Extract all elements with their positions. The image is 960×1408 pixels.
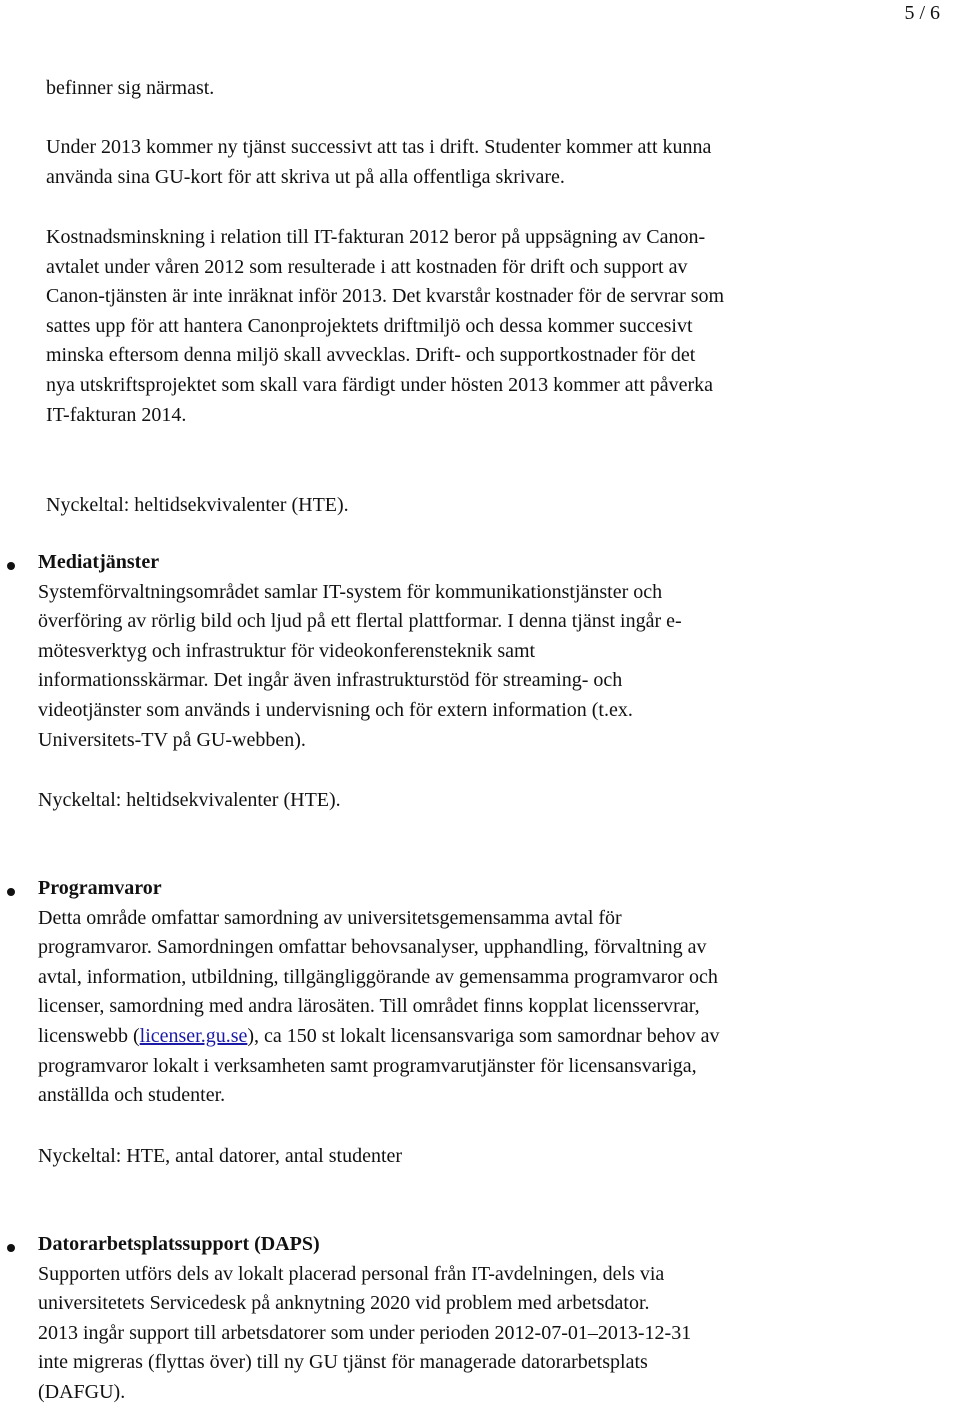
text-line: Canon-tjänsten är inte inräknat inför 2013. Det kvarstår kostnader för de servrar som xyxy=(46,285,725,308)
intro-paragraph-2 xyxy=(46,133,711,192)
section-daps xyxy=(38,1230,691,1408)
text-line: anställda och studenter. xyxy=(38,1084,226,1107)
text-line: minska eftersom denna miljö skall avvecklas. Drift- och supportkostnader för det xyxy=(46,344,696,367)
text-line: (DAFGU). xyxy=(38,1380,126,1403)
mediatjanster-kpi xyxy=(38,786,341,816)
intro-paragraph-1 xyxy=(46,74,214,104)
text-line: 2013 ingår support till arbetsdatorer som under perioden 2012-07-01–2013-12-31 xyxy=(38,1321,692,1344)
text-line: programvaror lokalt i verksamheten samt programvarutjänster för licensansvariga, xyxy=(38,1054,697,1077)
programvaror-kpi xyxy=(38,1142,402,1172)
kpi-line: Nyckeltal: heltidsekvivalenter (HTE). xyxy=(38,789,341,811)
section-heading: Mediatjänster xyxy=(38,551,160,573)
section-mediatjanster xyxy=(38,548,682,755)
intro-kpi xyxy=(46,491,349,521)
intro-paragraph-3 xyxy=(46,223,724,430)
text-line: Kostnadsminskning i relation till IT-fakturan 2012 beror på uppsägning av Canon- xyxy=(46,226,706,248)
text-fragment: ), ca 150 st lokalt licensansvariga som samordnar behov av xyxy=(247,1024,720,1047)
text-line: nya utskriftsprojektet som skall vara färdigt under hösten 2013 kommer att påverka xyxy=(46,373,714,396)
text-line: mötesverktyg och infrastruktur för videokonferensteknik samt xyxy=(38,639,536,662)
text-line: programvaror. Samordningen omfattar behovsanalyser, upphandling, förvaltning av xyxy=(38,936,707,959)
kpi-line: Nyckeltal: heltidsekvivalenter (HTE). xyxy=(46,494,349,516)
section-heading: Datorarbetsplatssupport (DAPS) xyxy=(38,1233,320,1255)
kpi-line: Nyckeltal: HTE, antal datorer, antal studenter xyxy=(38,1145,403,1167)
text-line: Systemförvaltningsområdet samlar IT-system för kommunikationstjänster och xyxy=(38,580,663,603)
text-line: använda sina GU-kort för att skriva ut på alla offentliga skrivare. xyxy=(46,165,565,188)
text-line: IT-fakturan 2014. xyxy=(46,403,187,426)
licenser-link[interactable]: licenser.gu.se xyxy=(139,1024,248,1047)
text-line: licenser, samordning med andra lärosäten. Till området finns kopplat licensservrar, xyxy=(38,995,700,1018)
text-fragment: licenswebb ( xyxy=(38,1024,140,1047)
text-line: överföring av rörlig bild och ljud på ett flertal plattformar. I denna tjänst ingår e- xyxy=(38,610,682,633)
bullet-daps xyxy=(7,1244,15,1252)
bullet-mediatjanster xyxy=(7,562,15,570)
text-line: Supporten utförs dels av lokalt placerad personal från IT-avdelningen, dels via xyxy=(38,1262,665,1285)
text-line: Under 2013 kommer ny tjänst successivt att tas i drift. Studenter kommer att kunna xyxy=(46,136,712,158)
section-heading: Programvaror xyxy=(38,877,162,899)
text-line: inte migreras (flyttas över) till ny GU tjänst för managerade datorarbetsplats xyxy=(38,1351,648,1374)
text-line: avtal, information, utbildning, tillgängliggörande av gemensamma programvaror och xyxy=(38,965,718,988)
text-line: sattes upp för att hantera Canonprojektets driftmiljö och dessa kommer succesivt xyxy=(46,314,693,337)
page-number: 5 / 6 xyxy=(904,2,940,24)
text-line-with-link xyxy=(38,1022,719,1052)
text-line: Detta område omfattar samordning av universitetsgemensamma avtal för xyxy=(38,906,622,929)
text-line: Universitets-TV på GU-webben). xyxy=(38,728,306,751)
section-programvaror xyxy=(38,874,719,1111)
text-line: befinner sig närmast. xyxy=(46,77,215,99)
text-line: videotjänster som används i undervisning och för extern information (t.ex. xyxy=(38,698,633,721)
bullet-programvaror xyxy=(7,888,15,896)
text-line: avtalet under våren 2012 som resulterade i att kostnaden för drift och support av xyxy=(46,255,688,278)
text-line: universitetets Servicedesk på anknytning 2020 vid problem med arbetsdator. xyxy=(38,1292,650,1315)
text-line: informationsskärmar. Det ingår även infrastrukturstöd för streaming- och xyxy=(38,669,623,692)
